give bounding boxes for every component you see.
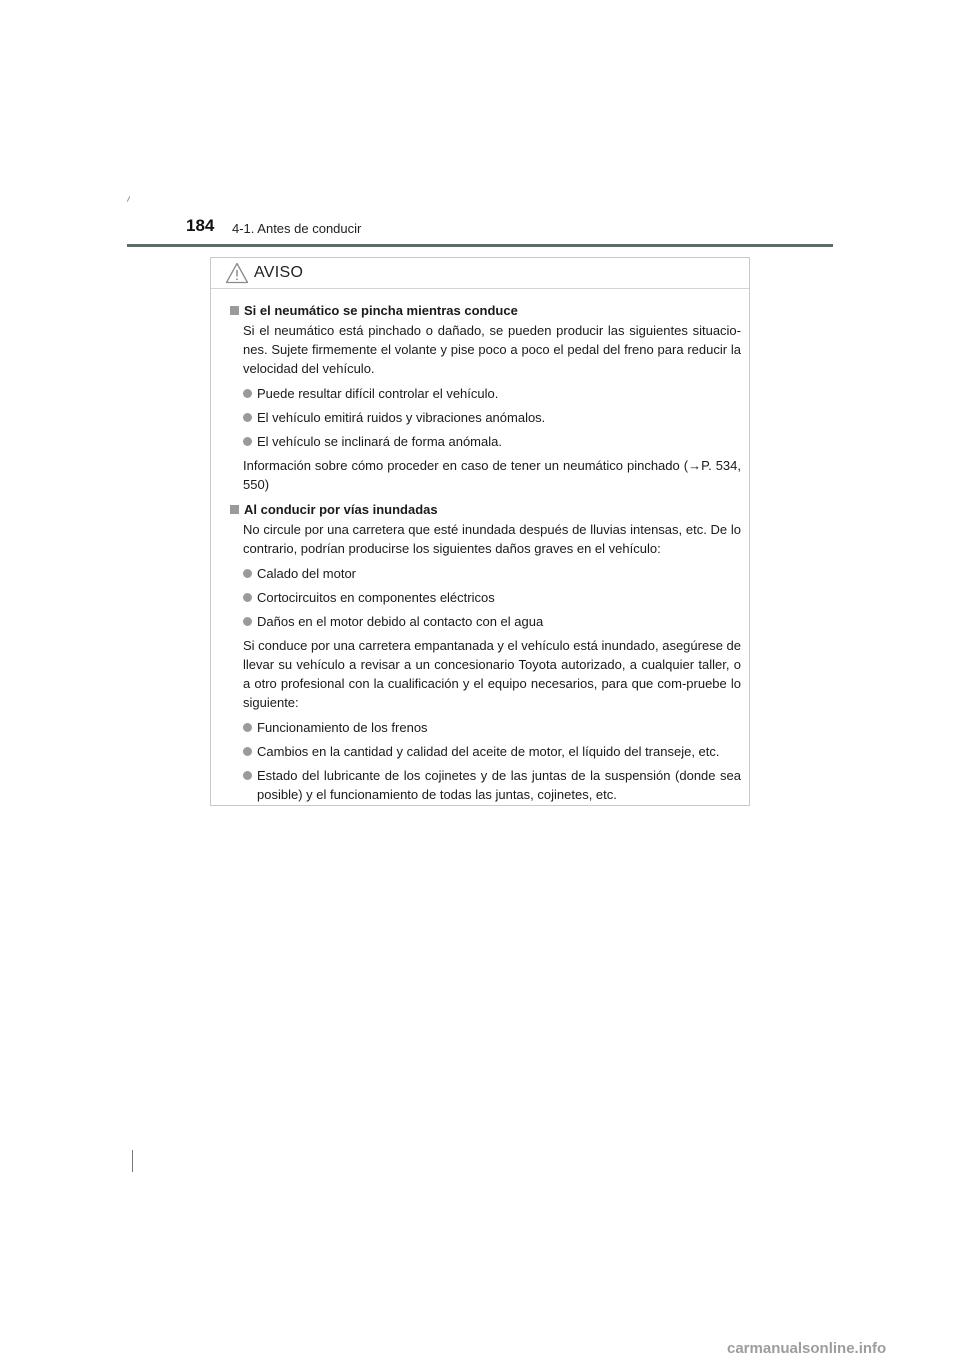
warning-topic-heading: Si el neumático se pincha mientras conduce: [230, 301, 741, 320]
warning-triangle-icon: [225, 262, 249, 284]
page-number: 184: [186, 216, 215, 235]
warning-box: [210, 257, 750, 806]
warning-bullet-item: El vehículo se inclinará de forma anómala.: [230, 432, 741, 451]
section-title: 4-1. Antes de conducir: [232, 221, 362, 236]
warning-bullet-item: Cortocircuitos en componentes eléctricos: [230, 588, 741, 607]
warning-header: [211, 258, 749, 289]
watermark: carmanualsonline.info: [727, 1340, 887, 1357]
warning-paragraph: No circule por una carretera que esté inundada después de lluvias intensas, etc. De lo contrario, podrían producirse los siguientes daños graves en el vehículo:: [243, 522, 741, 556]
header-rule: [127, 244, 833, 247]
margin-crop-mark: [127, 196, 130, 202]
margin-crop-mark: [132, 1150, 133, 1172]
warning-bullet-item: El vehículo emitirá ruidos y vibraciones anómalos.: [230, 408, 741, 427]
warning-bullet-item: Daños en el motor debido al contacto con el agua: [230, 612, 741, 631]
warning-bullet-item: Puede resultar difícil controlar el vehículo.: [230, 384, 741, 403]
warning-bullet-item: Estado del lubricante de los cojinetes y de las juntas de la suspensión (donde sea posible) y el funcionamiento de todas las juntas, cojinetes, etc.: [230, 766, 741, 804]
warning-bullet-item: Cambios en la cantidad y calidad del aceite de motor, el líquido del transeje, etc.: [230, 742, 741, 761]
warning-topic-heading: Al conducir por vías inundadas: [230, 500, 741, 519]
warning-bullet-item: Calado del motor: [230, 564, 741, 583]
warning-body: [211, 289, 749, 804]
warning-bullet-item: Funcionamiento de los frenos: [230, 718, 741, 737]
warning-paragraph: Si conduce por una carretera empantanada y el vehículo está inundado, asegúrese de llevar su vehículo a revisar a un concesionario Toyota autorizado, a cualquier taller, o a otro profesional con la cualificación y el equipo necesarios, para que com-pruebe lo siguiente:: [243, 638, 741, 710]
warning-paragraph: Si el neumático está pinchado o dañado, se pueden producir las siguientes situacio-nes. Sujete firmemente el volante y pise poco a poco el pedal del freno para reducir la velocidad del vehículo.: [243, 323, 741, 376]
warning-paragraph: Información sobre cómo proceder en caso de tener un neumático pinchado (→P. 534, 550): [243, 458, 741, 492]
warning-title: AVISO: [254, 264, 304, 281]
